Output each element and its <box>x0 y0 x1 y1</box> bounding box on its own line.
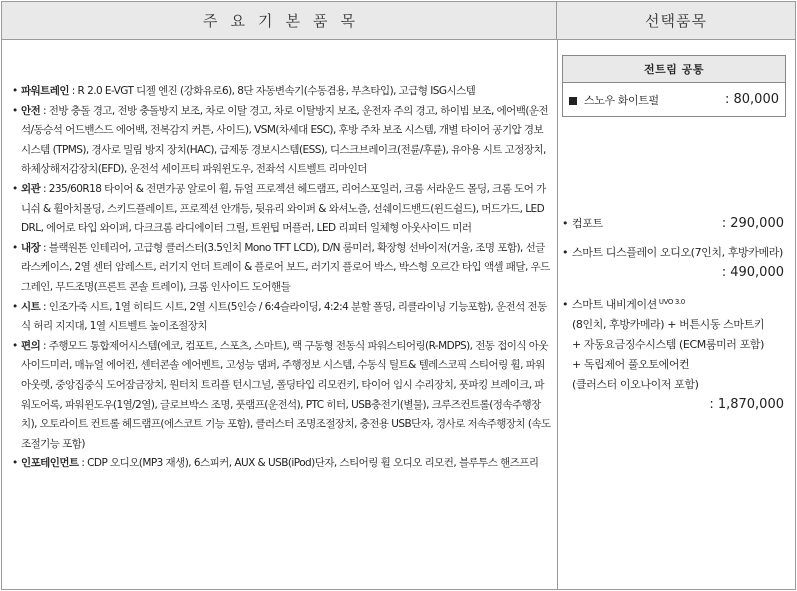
square-bullet-icon <box>569 97 577 105</box>
option-title: 스마트 내비게이션 <box>572 298 657 311</box>
category-label: 외관 <box>21 182 41 195</box>
category-text: : 235/60R18 타이어 & 전면가공 알로이 휠, 듀얼 프로젝션 헤드램프, 리어스포일러, 크롬 서라운드 몰딩, 크롬 도어 가니쉬 & 휠아치몰딩, 스키드플레이트, 프로젝션 안개등, 뒷유리 와이퍼 & 와셔노즐, 선쉐이드밴드(윈드쉴드), 머드가드, LED DRL, 에어로 타입 와이퍼, 다크크롬 라디에이터 그릴, 트윈팁 머플러, LED 리피터 일체형 아웃사이드 미러 <box>21 182 546 235</box>
option-label: • 컴포트 <box>572 217 603 230</box>
category-text: : CDP 오디오(MP3 재생), 6스피커, AUX & USB(iPod)단자, 스티어링 휠 오디오 리모컨, 블루투스 핸즈프리 <box>78 457 539 470</box>
option-price: : 290,000 <box>721 216 784 231</box>
basic-item-infotainment <box>12 454 552 474</box>
category-label: 내장 <box>21 241 41 254</box>
package-title: 전트림 공통 <box>563 56 785 83</box>
option-detail-line: + 자동요금징수시스템 (ECM룸미러 포함) <box>572 338 764 351</box>
basic-items-header: 주요기본품목 <box>2 2 557 40</box>
package-box <box>562 55 786 117</box>
category-text: : 블랙원톤 인테리어, 고급형 클러스터(3.5인치 Mono TFT LCD), D/N 룸미러, 확장형 선바이저(거울, 조명 포함), 선글라스케이스, 2열 센터 암레스트, 러기지 언더 트레이 & 플로어 보드, 러기지 플로어 박스, 박스형 오르간 타입 액셀 패달, 우드그레인, 무드조명(프론트 콘솔 트레이), 크롬 인사이드 도어핸들 <box>21 241 550 293</box>
basic-item-interior <box>12 239 552 298</box>
option-detail-line: (클러스터 이오나이저 포함) <box>572 378 699 391</box>
option-detail-line: + 독립제어 풀오토에어컨 <box>572 358 690 371</box>
package-item-label: 스노우 화이트펄 <box>584 93 659 107</box>
option-price: : 490,000 <box>721 265 784 280</box>
basic-item-exterior <box>12 180 552 239</box>
package-item-price: : 80,000 <box>725 92 779 107</box>
category-label: 시트 <box>21 300 41 313</box>
category-text: : 주행모드 통합제어시스템(에코, 컴포트, 스포츠, 스마트), 랙 구동형 전동식 파워스티어링(R-MDPS), 전동 접이식 아웃사이드미러, 매뉴얼 에어컨, 센터콘솔 에어벤트, 고성능 댐퍼, 주행정보 시스템, 수동식 틸트& 텔레스코픽 스티어링 휠, 파워 아웃렛, 중앙집중식 도어잠금장치, 원터치 트리플 턴시그널, 폴딩타입 리모컨키, 타이어 임시 수리장치, 풋파킹 브레이크, 파워도어록, 파워윈도우(1열/2열), 글로브박스 조명, 풋램프(운전석), PTC 히터, USB충전기(별물), 크루즈컨트롤(정속주행장치), 오토라이트 컨트롤 헤드램프(에스코트 기능 포함), 클러스터 조명조절장치, 충전용 USB단자, 경사로 저속주행장치 (속도조절기능 포함) <box>21 339 551 450</box>
basic-items-list <box>12 82 552 474</box>
option-smart-display-audio <box>562 243 788 283</box>
basic-item-safety <box>12 102 552 180</box>
category-label: 인포테인먼트 <box>21 457 79 470</box>
category-text: : R 2.0 E-VGT 디젤 엔진 (강화유로6), 8단 자동변속기(수동겸용, 부츠타입), 고급형 ISG시스템 <box>68 85 476 97</box>
option-smart-navigation <box>562 295 788 415</box>
category-label: 파워트레인 <box>21 85 69 97</box>
uvo-superscript: UVO 3.0 <box>658 298 685 306</box>
package-item-row <box>563 83 785 116</box>
category-label: 편의 <box>21 339 41 352</box>
option-price: : 1,870,000 <box>709 397 784 412</box>
basic-item-convenience <box>12 337 552 455</box>
package-panel <box>562 55 788 117</box>
basic-item-seats <box>12 298 552 337</box>
option-label: • 스마트 디스플레이 오디오(7인치, 후방카메라) <box>562 243 788 263</box>
option-detail-line: (8인치, 후방카메라) + 버튼시동 스마트키 <box>572 318 765 331</box>
category-text: : 인조가죽 시트, 1열 히티드 시트, 2열 시트(5인승 / 6:4슬라이딩, 4:2:4 분할 폴딩, 리클라이닝 기능포함), 운전석 전동식 허리 지지대, 1열 시트벨트 높이조절장치 <box>21 300 547 333</box>
category-text: : 전방 충돌 경고, 전방 충돌방지 보조, 차로 이탈 경고, 차로 이탈방지 보조, 운전자 주의 경고, 하이빔 보조, 에어백(운전석/동승석 어드밴스드 에어백, 전복감지 커튼, 사이드), VSM(차세대 ESC), 후방 주차 보조 시스템, 개별 타이어 공기압 경보시스템 (TPMS), 경사로 밀림 방지 장치(HAC), 급제동 경보시스템(ESS), 디스크브레이크(전륜/후륜), 유아용 시트 고정장치, 하체상해저감장치(EFD), 운전석 세이프티 파워윈도우, 전좌석 시트벨트 리마인더 <box>21 104 549 176</box>
optional-items-header: 선택품목 <box>557 2 795 40</box>
column-divider <box>557 40 558 589</box>
category-label: 안전 <box>21 104 41 117</box>
option-comfort <box>562 214 788 234</box>
basic-item-powertrain <box>12 82 552 102</box>
